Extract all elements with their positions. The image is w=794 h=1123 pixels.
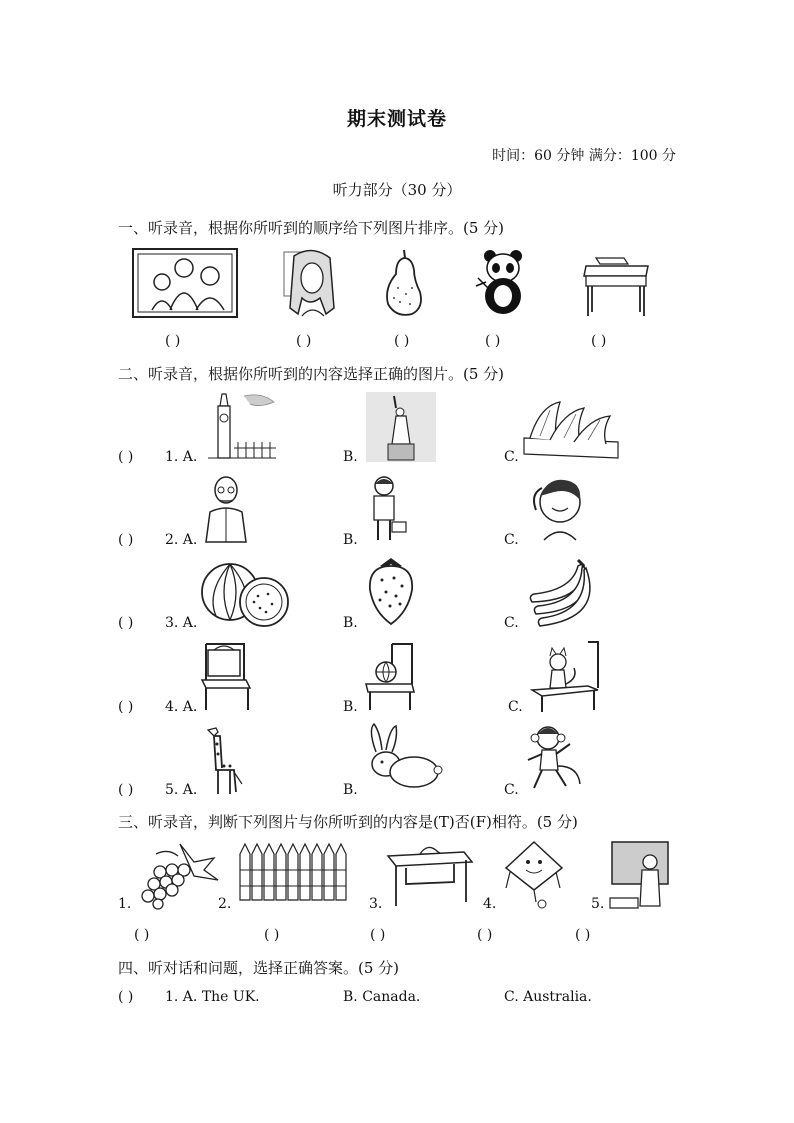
option-a-label: 5. A. xyxy=(165,782,198,798)
answer-blank[interactable]: ( ) xyxy=(118,615,134,631)
item-number: 2. xyxy=(218,896,232,912)
strawberry-icon xyxy=(366,556,416,628)
option-b-label: B. xyxy=(343,532,358,548)
answer-blank[interactable]: ( ) xyxy=(370,927,386,943)
option-b-label: B. xyxy=(343,782,358,798)
pear-icon xyxy=(382,248,426,318)
option-a-label: 1. A. xyxy=(165,449,198,465)
cap-on-desk-icon xyxy=(384,840,474,910)
answer-blank[interactable]: ( ) xyxy=(296,333,312,349)
answer-blank[interactable]: ( ) xyxy=(165,333,181,349)
boy-scratching-head-icon xyxy=(524,474,594,544)
grapes-icon xyxy=(134,840,220,910)
option-c-label: C. xyxy=(508,699,523,715)
item-number: 1. xyxy=(118,896,132,912)
answer-blank[interactable]: ( ) xyxy=(591,333,607,349)
watermelon-icon xyxy=(200,558,294,628)
answer-blank[interactable]: ( ) xyxy=(118,532,134,548)
item-number: 3. xyxy=(369,896,383,912)
big-ben-icon xyxy=(204,392,280,462)
section-3-heading: 三、听录音，判断下列图片与你所听到的内容是(T)否(F)相符。(5 分) xyxy=(118,813,578,831)
section-title: 听力部分（30 分） xyxy=(332,181,462,199)
answer-blank[interactable]: ( ) xyxy=(118,989,134,1005)
monkey-icon xyxy=(524,722,586,796)
exam-meta: 时间：60 分钟 满分：100 分 xyxy=(492,148,676,164)
kite-icon xyxy=(498,838,578,912)
option-b-label: B. xyxy=(343,699,358,715)
item-number: 5. xyxy=(591,896,605,912)
option-c-label: C. xyxy=(504,615,519,631)
answer-blank[interactable]: ( ) xyxy=(118,449,134,465)
answer-blank[interactable]: ( ) xyxy=(118,699,134,715)
old-man-icon xyxy=(202,474,252,544)
answer-blank[interactable]: ( ) xyxy=(477,927,493,943)
section-4-heading: 四、听对话和问题，选择正确答案。(5 分) xyxy=(118,959,400,977)
woman-portrait-icon xyxy=(280,248,342,318)
answer-blank[interactable]: ( ) xyxy=(118,782,134,798)
option-c-label: C. xyxy=(504,532,519,548)
answer-blank[interactable]: ( ) xyxy=(264,927,280,943)
option-a: 1. A. The UK. xyxy=(165,989,260,1005)
cat-on-chair-icon xyxy=(528,638,604,714)
statue-of-liberty-icon xyxy=(366,392,436,462)
panda-icon xyxy=(472,248,534,318)
item-number: 4. xyxy=(483,896,497,912)
family-photo-icon xyxy=(132,248,238,318)
section-1-heading: 一、听录音，根据你所听到的顺序给下列图片排序。(5 分) xyxy=(118,219,505,237)
answer-blank[interactable]: ( ) xyxy=(485,333,501,349)
option-c-label: C. xyxy=(504,449,519,465)
bananas-icon xyxy=(524,556,604,628)
option-a-label: 3. A. xyxy=(165,615,198,631)
option-b-label: B. xyxy=(343,449,358,465)
ball-on-chair-icon xyxy=(362,640,416,712)
bag-on-chair-icon xyxy=(200,640,254,712)
option-b-label: B. xyxy=(343,615,358,631)
crayons-icon xyxy=(236,840,354,908)
answer-blank[interactable]: ( ) xyxy=(134,927,150,943)
desk-with-book-icon xyxy=(582,252,652,318)
giraffe-icon xyxy=(200,722,246,796)
teacher-at-board-icon xyxy=(606,838,674,910)
option-c: C. Australia. xyxy=(504,989,592,1005)
rabbit-icon xyxy=(364,722,444,790)
section-2-heading: 二、听录音，根据你所听到的内容选择正确的图片。(5 分) xyxy=(118,365,505,383)
option-c-label: C. xyxy=(504,782,519,798)
option-a-label: 2. A. xyxy=(165,532,198,548)
sydney-opera-house-icon xyxy=(520,398,622,462)
option-b: B. Canada. xyxy=(343,989,421,1005)
option-a-label: 4. A. xyxy=(165,699,198,715)
answer-blank[interactable]: ( ) xyxy=(575,927,591,943)
page-title: 期末测试卷 xyxy=(346,108,447,130)
boy-with-bag-icon xyxy=(364,474,408,544)
answer-blank[interactable]: ( ) xyxy=(394,333,410,349)
